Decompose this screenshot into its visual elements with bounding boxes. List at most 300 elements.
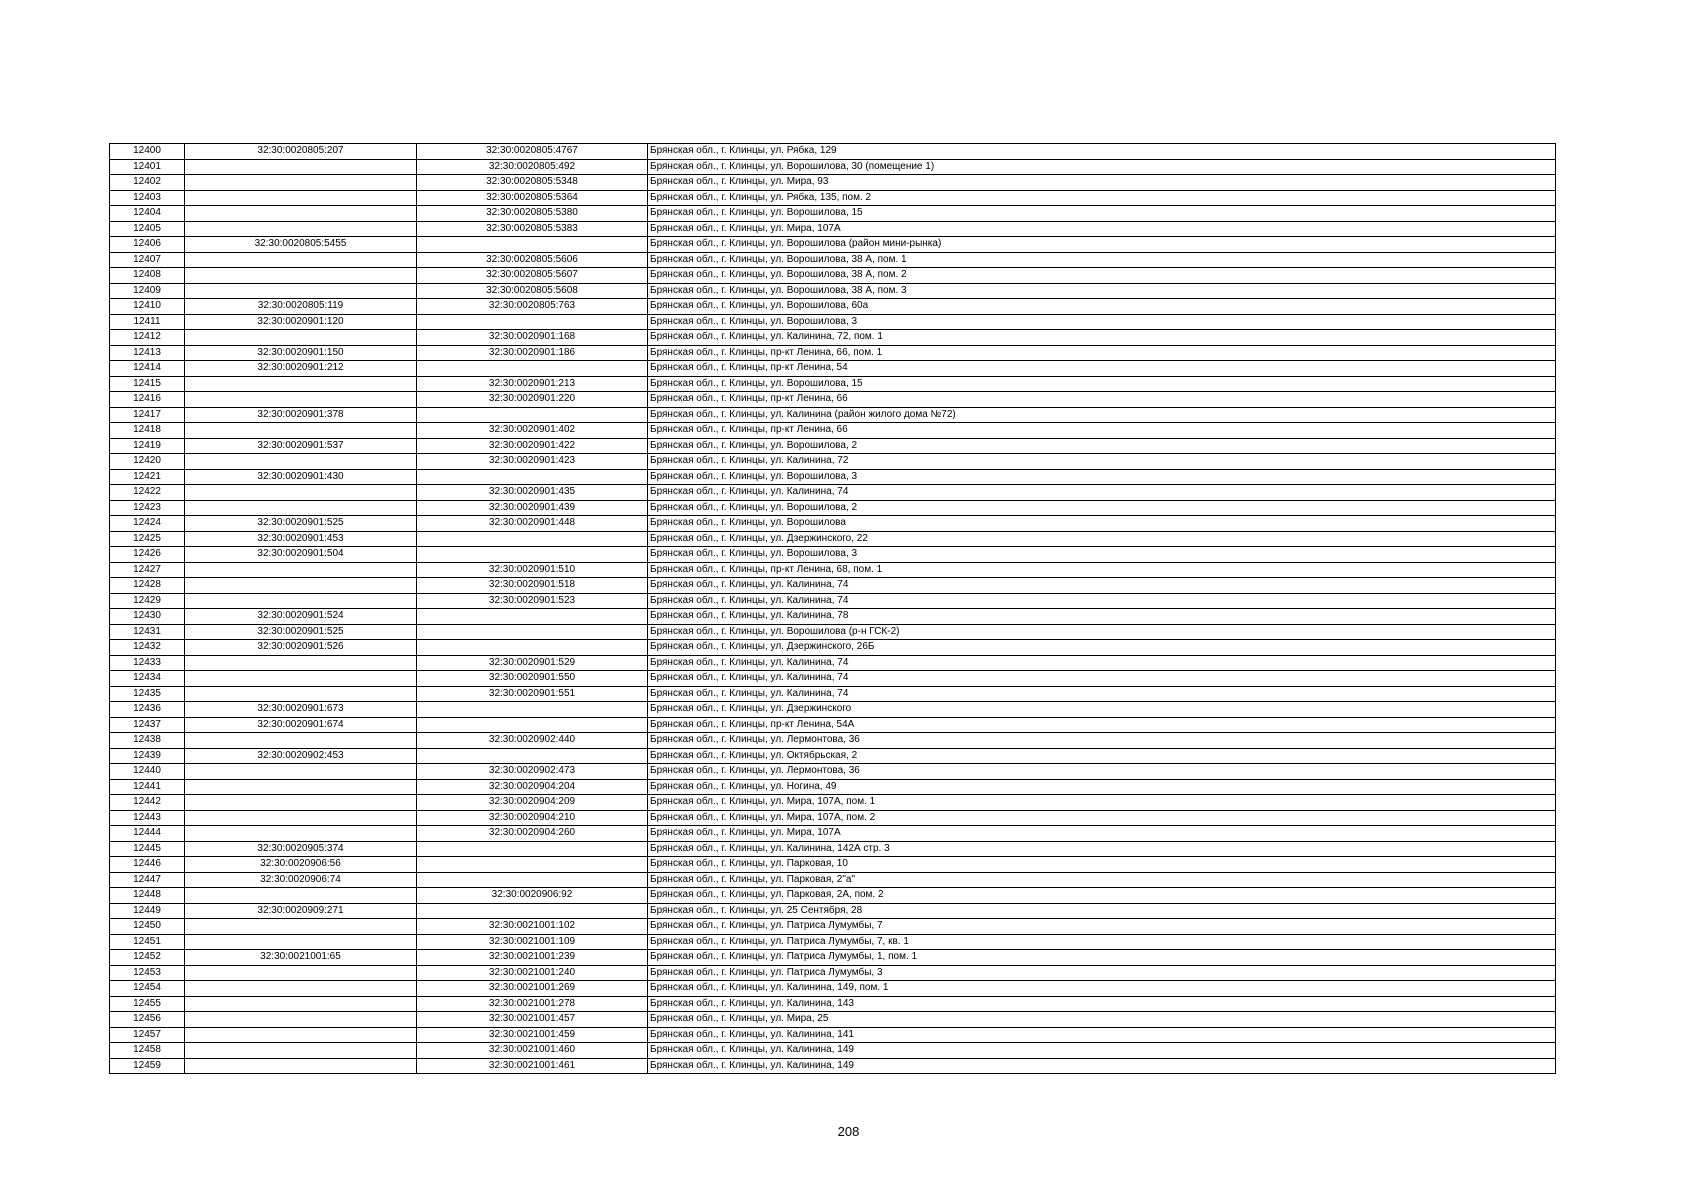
cadastral-number-parcel-cell: 32:30:0020901:430 [185,469,417,485]
cadastral-number-parcel-cell [185,330,417,346]
cadastral-number-parcel-cell [185,764,417,780]
table-row [110,252,1556,268]
row-number-cell: 12441 [110,779,185,795]
table-row [110,593,1556,609]
address-cell: Брянская обл., г. Клинцы, ул. Ворошилова, 3 [648,469,1556,485]
table-row [110,299,1556,315]
cadastral-number-object-cell: 32:30:0020901:510 [417,562,648,578]
row-number-cell: 12414 [110,361,185,377]
row-number-cell: 12434 [110,671,185,687]
row-number-cell: 12416 [110,392,185,408]
address-cell: Брянская обл., г. Клинцы, ул. Калинина, 74 [648,671,1556,687]
row-number-cell: 12458 [110,1043,185,1059]
row-number-cell: 12404 [110,206,185,222]
cadastral-number-object-cell: 32:30:0020904:204 [417,779,648,795]
cadastral-number-object-cell: 32:30:0020901:220 [417,392,648,408]
table-row [110,888,1556,904]
row-number-cell: 12407 [110,252,185,268]
address-cell: Брянская обл., г. Клинцы, пр-кт Ленина, 54А [648,717,1556,733]
table-row [110,748,1556,764]
address-cell: Брянская обл., г. Клинцы, ул. Октябрьская, 2 [648,748,1556,764]
cadastral-number-parcel-cell [185,733,417,749]
address-cell: Брянская обл., г. Клинцы, ул. Парковая, 2А, пом. 2 [648,888,1556,904]
cadastral-number-parcel-cell [185,779,417,795]
table-row [110,454,1556,470]
address-cell: Брянская обл., г. Клинцы, ул. Рябка, 135, пом. 2 [648,190,1556,206]
cadastral-number-object-cell: 32:30:0021001:239 [417,950,648,966]
table-row [110,857,1556,873]
cadastral-number-parcel-cell [185,562,417,578]
address-cell: Брянская обл., г. Клинцы, ул. Ворошилова, 38 А, пом. 2 [648,268,1556,284]
row-number-cell: 12440 [110,764,185,780]
cadastral-number-object-cell [417,531,648,547]
row-number-cell: 12428 [110,578,185,594]
cadastral-number-parcel-cell [185,826,417,842]
address-cell: Брянская обл., г. Клинцы, ул. Калинина, 74 [648,655,1556,671]
address-cell: Брянская обл., г. Клинцы, ул. Лермонтова, 36 [648,764,1556,780]
cadastral-number-object-cell: 32:30:0020901:448 [417,516,648,532]
cadastral-number-object-cell: 32:30:0021001:109 [417,934,648,950]
table-row [110,702,1556,718]
address-cell: Брянская обл., г. Клинцы, ул. Дзержинского, 22 [648,531,1556,547]
cadastral-number-object-cell [417,314,648,330]
address-cell: Брянская обл., г. Клинцы, пр-кт Ленина, 66 [648,392,1556,408]
row-number-cell: 12436 [110,702,185,718]
cadastral-number-object-cell: 32:30:0020805:5608 [417,283,648,299]
cadastral-number-parcel-cell: 32:30:0020901:120 [185,314,417,330]
table-row [110,810,1556,826]
cadastral-number-parcel-cell [185,593,417,609]
cadastral-number-object-cell: 32:30:0020805:763 [417,299,648,315]
table-row [110,841,1556,857]
table-row [110,934,1556,950]
address-cell: Брянская обл., г. Клинцы, ул. Ворошилова, 3 [648,314,1556,330]
row-number-cell: 12400 [110,144,185,160]
address-cell: Брянская обл., г. Клинцы, ул. Калинина, 74 [648,578,1556,594]
table-row [110,686,1556,702]
cadastral-number-parcel-cell [185,1058,417,1074]
address-cell: Брянская обл., г. Клинцы, ул. Калинина, 141 [648,1027,1556,1043]
cadastral-number-parcel-cell [185,810,417,826]
table-row [110,717,1556,733]
cadastral-number-parcel-cell [185,919,417,935]
address-cell: Брянская обл., г. Клинцы, ул. Мира, 93 [648,175,1556,191]
cadastral-number-object-cell: 32:30:0020901:551 [417,686,648,702]
cadastral-number-object-cell [417,361,648,377]
address-cell: Брянская обл., г. Клинцы, ул. Калинина, 74 [648,686,1556,702]
cadastral-number-object-cell: 32:30:0020805:5606 [417,252,648,268]
page-number: 208 [837,1124,860,1139]
table-row [110,407,1556,423]
row-number-cell: 12435 [110,686,185,702]
row-number-cell: 12424 [110,516,185,532]
table-row [110,500,1556,516]
cadastral-number-parcel-cell: 32:30:0020901:674 [185,717,417,733]
cadastral-number-parcel-cell [185,1012,417,1028]
row-number-cell: 12427 [110,562,185,578]
cadastral-number-parcel-cell [185,190,417,206]
cadastral-number-object-cell: 32:30:0020901:523 [417,593,648,609]
registry-table [109,143,1556,1074]
cadastral-number-parcel-cell: 32:30:0020901:526 [185,640,417,656]
cadastral-number-object-cell: 32:30:0021001:457 [417,1012,648,1028]
row-number-cell: 12418 [110,423,185,439]
cadastral-number-parcel-cell [185,965,417,981]
row-number-cell: 12443 [110,810,185,826]
cadastral-number-parcel-cell [185,283,417,299]
table-row [110,1012,1556,1028]
address-cell: Брянская обл., г. Клинцы, ул. Патриса Лумумбы, 7, кв. 1 [648,934,1556,950]
row-number-cell: 12446 [110,857,185,873]
cadastral-number-parcel-cell [185,175,417,191]
cadastral-number-object-cell: 32:30:0021001:278 [417,996,648,1012]
table-row [110,733,1556,749]
cadastral-number-parcel-cell [185,686,417,702]
table-row [110,190,1556,206]
table-row [110,655,1556,671]
row-number-cell: 12415 [110,376,185,392]
row-number-cell: 12454 [110,981,185,997]
cadastral-number-object-cell [417,640,648,656]
table-row [110,919,1556,935]
table-row [110,578,1556,594]
table-row [110,175,1556,191]
address-cell: Брянская обл., г. Клинцы, ул. Мира, 107А [648,221,1556,237]
row-number-cell: 12445 [110,841,185,857]
cadastral-number-object-cell: 32:30:0020901:186 [417,345,648,361]
cadastral-number-parcel-cell [185,1027,417,1043]
address-cell: Брянская обл., г. Клинцы, ул. Мира, 25 [648,1012,1556,1028]
cadastral-number-object-cell: 32:30:0020901:213 [417,376,648,392]
row-number-cell: 12429 [110,593,185,609]
cadastral-number-object-cell [417,841,648,857]
document-page [109,143,1555,1074]
cadastral-number-parcel-cell [185,934,417,950]
cadastral-number-object-cell [417,702,648,718]
row-number-cell: 12444 [110,826,185,842]
row-number-cell: 12413 [110,345,185,361]
cadastral-number-object-cell [417,872,648,888]
address-cell: Брянская обл., г. Клинцы, ул. Калинина, 72 [648,454,1556,470]
table-row [110,159,1556,175]
table-row [110,345,1556,361]
cadastral-number-parcel-cell: 32:30:0020902:453 [185,748,417,764]
cadastral-number-object-cell: 32:30:0020805:5383 [417,221,648,237]
cadastral-number-parcel-cell [185,376,417,392]
table-row [110,221,1556,237]
cadastral-number-parcel-cell: 32:30:0020901:378 [185,407,417,423]
table-row [110,438,1556,454]
address-cell: Брянская обл., г. Клинцы, ул. Ворошилова, 2 [648,438,1556,454]
row-number-cell: 12405 [110,221,185,237]
cadastral-number-object-cell: 32:30:0020805:492 [417,159,648,175]
cadastral-number-object-cell: 32:30:0020902:473 [417,764,648,780]
row-number-cell: 12422 [110,485,185,501]
table-row [110,779,1556,795]
cadastral-number-parcel-cell: 32:30:0020805:5455 [185,237,417,253]
cadastral-number-parcel-cell [185,981,417,997]
row-number-cell: 12431 [110,624,185,640]
row-number-cell: 12401 [110,159,185,175]
table-row [110,283,1556,299]
cadastral-number-parcel-cell: 32:30:0020805:119 [185,299,417,315]
table-row [110,795,1556,811]
cadastral-number-object-cell: 32:30:0020901:439 [417,500,648,516]
cadastral-number-object-cell: 32:30:0020805:5607 [417,268,648,284]
row-number-cell: 12452 [110,950,185,966]
cadastral-number-object-cell: 32:30:0020904:210 [417,810,648,826]
cadastral-number-parcel-cell [185,392,417,408]
address-cell: Брянская обл., г. Клинцы, ул. Дзержинского [648,702,1556,718]
address-cell: Брянская обл., г. Клинцы, ул. Патриса Лумумбы, 1, пом. 1 [648,950,1556,966]
table-row [110,950,1556,966]
address-cell: Брянская обл., г. Клинцы, ул. Калинина, 74 [648,593,1556,609]
cadastral-number-parcel-cell [185,252,417,268]
row-number-cell: 12449 [110,903,185,919]
table-row [110,981,1556,997]
cadastral-number-parcel-cell [185,888,417,904]
cadastral-number-parcel-cell [185,485,417,501]
row-number-cell: 12459 [110,1058,185,1074]
address-cell: Брянская обл., г. Клинцы, ул. Калинина, 149 [648,1043,1556,1059]
cadastral-number-object-cell [417,237,648,253]
cadastral-number-parcel-cell [185,655,417,671]
table-row [110,469,1556,485]
address-cell: Брянская обл., г. Клинцы, ул. 25 Сентября, 28 [648,903,1556,919]
cadastral-number-parcel-cell: 32:30:0020901:525 [185,624,417,640]
table-row [110,392,1556,408]
row-number-cell: 12457 [110,1027,185,1043]
cadastral-number-object-cell [417,407,648,423]
cadastral-number-parcel-cell: 32:30:0020901:504 [185,547,417,563]
row-number-cell: 12430 [110,609,185,625]
address-cell: Брянская обл., г. Клинцы, пр-кт Ленина, 54 [648,361,1556,377]
address-cell: Брянская обл., г. Клинцы, ул. Ворошилова, 60а [648,299,1556,315]
row-number-cell: 12426 [110,547,185,563]
cadastral-number-parcel-cell [185,454,417,470]
cadastral-number-object-cell: 32:30:0021001:269 [417,981,648,997]
row-number-cell: 12442 [110,795,185,811]
table-row [110,1027,1556,1043]
address-cell: Брянская обл., г. Клинцы, ул. Мира, 107А [648,826,1556,842]
table-row [110,516,1556,532]
table-row [110,562,1556,578]
cadastral-number-object-cell: 32:30:0020901:550 [417,671,648,687]
table-row [110,996,1556,1012]
address-cell: Брянская обл., г. Клинцы, ул. Калинина, 143 [648,996,1556,1012]
address-cell: Брянская обл., г. Клинцы, ул. Ногина, 49 [648,779,1556,795]
row-number-cell: 12402 [110,175,185,191]
row-number-cell: 12423 [110,500,185,516]
table-row [110,872,1556,888]
cadastral-number-object-cell [417,903,648,919]
cadastral-number-object-cell [417,717,648,733]
row-number-cell: 12453 [110,965,185,981]
cadastral-number-parcel-cell: 32:30:0020901:673 [185,702,417,718]
cadastral-number-object-cell: 32:30:0021001:240 [417,965,648,981]
address-cell: Брянская обл., г. Клинцы, ул. Ворошилова, 3 [648,547,1556,563]
address-cell: Брянская обл., г. Клинцы, пр-кт Ленина, 68, пом. 1 [648,562,1556,578]
row-number-cell: 12456 [110,1012,185,1028]
address-cell: Брянская обл., г. Клинцы, ул. Мира, 107А, пом. 1 [648,795,1556,811]
address-cell: Брянская обл., г. Клинцы, ул. Патриса Лумумбы, 3 [648,965,1556,981]
cadastral-number-object-cell: 32:30:0020901:518 [417,578,648,594]
row-number-cell: 12408 [110,268,185,284]
cadastral-number-parcel-cell [185,996,417,1012]
row-number-cell: 12406 [110,237,185,253]
address-cell: Брянская обл., г. Клинцы, ул. Ворошилова (район мини-рынка) [648,237,1556,253]
address-cell: Брянская обл., г. Клинцы, ул. Калинина, 74 [648,485,1556,501]
cadastral-number-object-cell: 32:30:0020901:529 [417,655,648,671]
row-number-cell: 12417 [110,407,185,423]
cadastral-number-parcel-cell [185,795,417,811]
cadastral-number-parcel-cell: 32:30:0020805:207 [185,144,417,160]
table-row [110,361,1556,377]
cadastral-number-object-cell: 32:30:0020904:260 [417,826,648,842]
address-cell: Брянская обл., г. Клинцы, ул. Калинина, 149, пом. 1 [648,981,1556,997]
cadastral-number-object-cell: 32:30:0020805:5364 [417,190,648,206]
address-cell: Брянская обл., г. Клинцы, ул. Ворошилова, 15 [648,376,1556,392]
address-cell: Брянская обл., г. Клинцы, ул. Калинина, 149 [648,1058,1556,1074]
cadastral-number-parcel-cell: 32:30:0020906:74 [185,872,417,888]
row-number-cell: 12450 [110,919,185,935]
cadastral-number-object-cell [417,624,648,640]
row-number-cell: 12419 [110,438,185,454]
row-number-cell: 12451 [110,934,185,950]
row-number-cell: 12421 [110,469,185,485]
cadastral-number-object-cell [417,609,648,625]
address-cell: Брянская обл., г. Клинцы, ул. Патриса Лумумбы, 7 [648,919,1556,935]
table-row [110,330,1556,346]
cadastral-number-object-cell: 32:30:0020901:422 [417,438,648,454]
address-cell: Брянская обл., г. Клинцы, ул. Калинина, 142А стр. 3 [648,841,1556,857]
row-number-cell: 12409 [110,283,185,299]
table-row [110,826,1556,842]
table-row [110,609,1556,625]
cadastral-number-object-cell [417,748,648,764]
cadastral-number-object-cell [417,857,648,873]
row-number-cell: 12433 [110,655,185,671]
row-number-cell: 12438 [110,733,185,749]
row-number-cell: 12412 [110,330,185,346]
cadastral-number-parcel-cell: 32:30:0020906:56 [185,857,417,873]
cadastral-number-parcel-cell: 32:30:0020905:374 [185,841,417,857]
address-cell: Брянская обл., г. Клинцы, пр-кт Ленина, 66 [648,423,1556,439]
table-row [110,144,1556,160]
cadastral-number-object-cell: 32:30:0020901:423 [417,454,648,470]
table-row [110,1043,1556,1059]
table-row [110,237,1556,253]
address-cell: Брянская обл., г. Клинцы, ул. Ворошилова (р-н ГСК-2) [648,624,1556,640]
table-row [110,376,1556,392]
cadastral-number-object-cell: 32:30:0020805:4767 [417,144,648,160]
table-row [110,1058,1556,1074]
cadastral-number-object-cell: 32:30:0020902:440 [417,733,648,749]
table-row [110,764,1556,780]
cadastral-number-parcel-cell [185,1043,417,1059]
address-cell: Брянская обл., г. Клинцы, ул. Лермонтова, 36 [648,733,1556,749]
row-number-cell: 12410 [110,299,185,315]
cadastral-number-parcel-cell [185,159,417,175]
table-row [110,903,1556,919]
address-cell: Брянская обл., г. Клинцы, ул. Мира, 107А, пом. 2 [648,810,1556,826]
cadastral-number-object-cell: 32:30:0021001:459 [417,1027,648,1043]
address-cell: Брянская обл., г. Клинцы, ул. Ворошилова, 2 [648,500,1556,516]
address-cell: Брянская обл., г. Клинцы, ул. Ворошилова [648,516,1556,532]
table-row [110,531,1556,547]
cadastral-number-parcel-cell: 32:30:0020901:537 [185,438,417,454]
table-row [110,206,1556,222]
address-cell: Брянская обл., г. Клинцы, ул. Ворошилова, 38 А, пом. 3 [648,283,1556,299]
row-number-cell: 12447 [110,872,185,888]
table-row [110,640,1556,656]
row-number-cell: 12420 [110,454,185,470]
cadastral-number-object-cell: 32:30:0020901:402 [417,423,648,439]
registry-table-body [110,144,1556,1074]
table-row [110,547,1556,563]
address-cell: Брянская обл., г. Клинцы, ул. Калинина (район жилого дома №72) [648,407,1556,423]
cadastral-number-object-cell: 32:30:0020901:168 [417,330,648,346]
cadastral-number-parcel-cell: 32:30:0020901:525 [185,516,417,532]
cadastral-number-object-cell: 32:30:0021001:102 [417,919,648,935]
table-row [110,624,1556,640]
cadastral-number-parcel-cell [185,268,417,284]
table-row [110,965,1556,981]
table-row [110,671,1556,687]
address-cell: Брянская обл., г. Клинцы, ул. Дзержинского, 26Б [648,640,1556,656]
address-cell: Брянская обл., г. Клинцы, ул. Ворошилова, 38 А, пом. 1 [648,252,1556,268]
address-cell: Брянская обл., г. Клинцы, ул. Ворошилова, 15 [648,206,1556,222]
row-number-cell: 12455 [110,996,185,1012]
table-row [110,423,1556,439]
cadastral-number-object-cell: 32:30:0020906:92 [417,888,648,904]
address-cell: Брянская обл., г. Клинцы, пр-кт Ленина, 66, пом. 1 [648,345,1556,361]
cadastral-number-parcel-cell: 32:30:0020901:150 [185,345,417,361]
cadastral-number-parcel-cell [185,500,417,516]
cadastral-number-parcel-cell: 32:30:0020901:524 [185,609,417,625]
cadastral-number-object-cell: 32:30:0020805:5348 [417,175,648,191]
row-number-cell: 12432 [110,640,185,656]
row-number-cell: 12448 [110,888,185,904]
cadastral-number-parcel-cell: 32:30:0020901:453 [185,531,417,547]
cadastral-number-parcel-cell: 32:30:0020909:271 [185,903,417,919]
cadastral-number-parcel-cell: 32:30:0021001:65 [185,950,417,966]
row-number-cell: 12425 [110,531,185,547]
row-number-cell: 12403 [110,190,185,206]
cadastral-number-parcel-cell [185,578,417,594]
address-cell: Брянская обл., г. Клинцы, ул. Ворошилова, 30 (помещение 1) [648,159,1556,175]
row-number-cell: 12411 [110,314,185,330]
cadastral-number-object-cell: 32:30:0020805:5380 [417,206,648,222]
table-row [110,485,1556,501]
cadastral-number-parcel-cell: 32:30:0020901:212 [185,361,417,377]
cadastral-number-object-cell [417,469,648,485]
address-cell: Брянская обл., г. Клинцы, ул. Калинина, 72, пом. 1 [648,330,1556,346]
row-number-cell: 12439 [110,748,185,764]
address-cell: Брянская обл., г. Клинцы, ул. Парковая, 10 [648,857,1556,873]
table-row [110,268,1556,284]
cadastral-number-parcel-cell [185,423,417,439]
cadastral-number-object-cell [417,547,648,563]
cadastral-number-parcel-cell [185,221,417,237]
cadastral-number-object-cell: 32:30:0021001:461 [417,1058,648,1074]
cadastral-number-object-cell: 32:30:0021001:460 [417,1043,648,1059]
cadastral-number-parcel-cell [185,671,417,687]
cadastral-number-object-cell: 32:30:0020901:435 [417,485,648,501]
cadastral-number-object-cell: 32:30:0020904:209 [417,795,648,811]
row-number-cell: 12437 [110,717,185,733]
address-cell: Брянская обл., г. Клинцы, ул. Калинина, 78 [648,609,1556,625]
